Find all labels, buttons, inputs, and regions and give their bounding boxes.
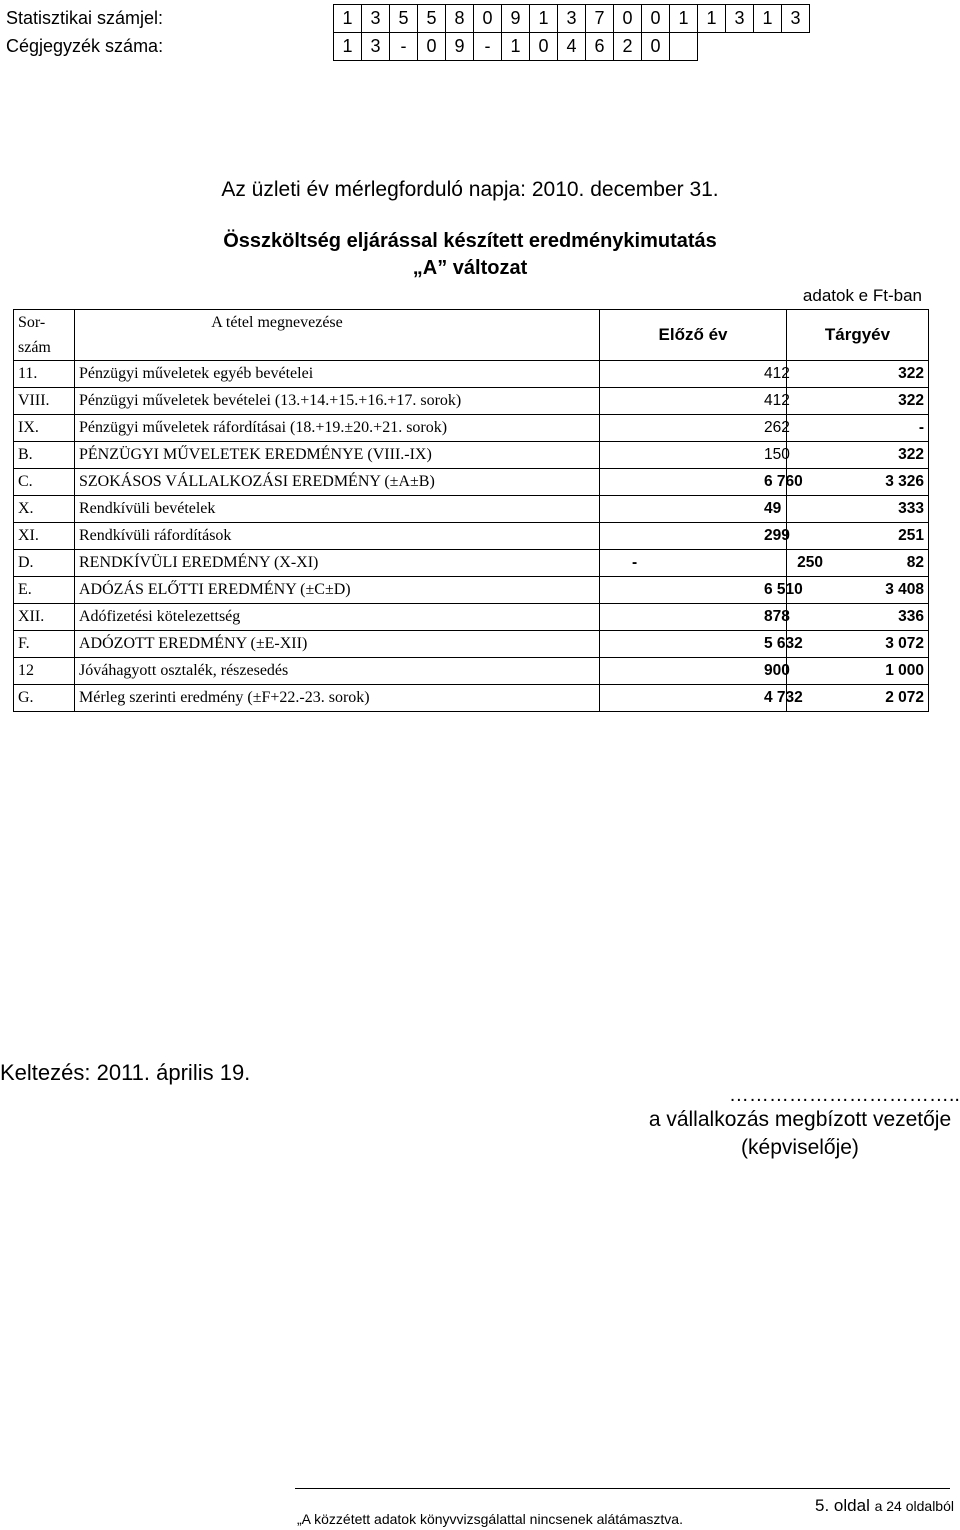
row-prev-value: 262 — [764, 419, 790, 436]
signatory-role-sub: (képviselője) — [741, 1136, 859, 1159]
stat-box: 5 — [418, 5, 446, 33]
table-row — [14, 496, 929, 523]
row-code: C. — [14, 469, 75, 496]
row-prev-year — [600, 361, 790, 388]
header-sor: Sor- — [14, 310, 75, 336]
report-title: Összköltség eljárással készített eredménykimutatás — [223, 230, 717, 252]
stat-box: 1 — [754, 5, 782, 33]
row-name: RENDKÍVÜLI EREDMÉNY (X-XI) — [75, 550, 600, 577]
row-code: X. — [14, 496, 75, 523]
stat-box: 1 — [334, 5, 362, 33]
row-current-year: 322 — [787, 388, 929, 415]
reg-box: 6 — [586, 33, 614, 61]
row-code: IX. — [14, 415, 75, 442]
row-current-year: 82 — [787, 550, 929, 577]
balance-date: Az üzleti év mérlegforduló napja: 2010. december 31. — [221, 178, 719, 201]
stat-box: 3 — [782, 5, 810, 33]
row-name: Pénzügyi műveletek ráfordításai (18.+19.±20.+21. sorok) — [75, 415, 600, 442]
row-name: ADÓZOTT EREDMÉNY (±E-XII) — [75, 631, 600, 658]
row-current-year: 251 — [787, 523, 929, 550]
row-current-year: 333 — [787, 496, 929, 523]
reg-box: - — [474, 33, 502, 61]
stat-box: 0 — [614, 5, 642, 33]
table-row — [14, 685, 929, 712]
row-current-year: 2 072 — [787, 685, 929, 712]
stat-box: 3 — [362, 5, 390, 33]
stat-box: 9 — [502, 5, 530, 33]
page-number-main: 5. oldal — [815, 1496, 870, 1515]
stat-box: 1 — [530, 5, 558, 33]
row-current-year: 336 — [787, 604, 929, 631]
row-code: VIII. — [14, 388, 75, 415]
row-code: 12 — [14, 658, 75, 685]
header-item: A tétel megnevezése — [75, 310, 600, 336]
table-row — [14, 415, 929, 442]
row-name: ADÓZÁS ELŐTTI EREDMÉNY (±C±D) — [75, 577, 600, 604]
row-prev-year — [600, 415, 790, 442]
header-szam: szám — [14, 335, 75, 361]
row-code: D. — [14, 550, 75, 577]
row-prev-value: 49 — [764, 500, 782, 517]
row-prev-value: 5 632 — [764, 635, 803, 652]
reg-number-boxes — [333, 32, 698, 61]
stat-id-boxes — [333, 4, 810, 33]
row-code: XI. — [14, 523, 75, 550]
row-name: Pénzügyi műveletek bevételei (13.+14.+15.+16.+17. sorok) — [75, 388, 600, 415]
row-name: SZOKÁSOS VÁLLALKOZÁSI EREDMÉNY (±A±B) — [75, 469, 600, 496]
header-current-year: Tárgyév — [787, 310, 929, 361]
row-code: XII. — [14, 604, 75, 631]
row-name: Rendkívüli ráfordítások — [75, 523, 600, 550]
row-prev-value: 150 — [764, 446, 790, 463]
row-sign: - — [632, 554, 638, 571]
row-current-year: 322 — [787, 361, 929, 388]
row-prev-value: 6 510 — [764, 581, 803, 598]
row-prev-value: 6 760 — [764, 473, 803, 490]
reg-box: 0 — [530, 33, 558, 61]
row-current-year: 1 000 — [787, 658, 929, 685]
row-code: G. — [14, 685, 75, 712]
reg-box: 2 — [614, 33, 642, 61]
row-prev-value: 250 — [797, 554, 824, 571]
row-current-year: 3 326 — [787, 469, 929, 496]
row-prev-value: 412 — [764, 365, 790, 382]
row-current-year: 3 408 — [787, 577, 929, 604]
row-prev-year — [600, 685, 803, 712]
signature-line: …………………………….. — [728, 1084, 960, 1106]
row-name: Pénzügyi műveletek egyéb bevételei — [75, 361, 600, 388]
row-prev-year — [600, 631, 803, 658]
reg-box: 9 — [446, 33, 474, 61]
row-prev-year — [600, 469, 803, 496]
row-current-year: - — [787, 415, 929, 442]
table-row — [14, 631, 929, 658]
table-row — [14, 577, 929, 604]
reg-box — [670, 33, 698, 61]
row-code: E. — [14, 577, 75, 604]
header-prev-year: Előző év — [600, 310, 787, 361]
reg-box: 1 — [334, 33, 362, 61]
table-row — [14, 550, 929, 577]
reg-number-label: Cégjegyzék száma: — [6, 36, 164, 56]
row-name: Adófizetési kötelezettség — [75, 604, 600, 631]
audit-note: „A közzétett adatok könyvvizsgálattal nincsenek alátámasztva. — [297, 1511, 683, 1527]
table-row — [14, 604, 929, 631]
table-row — [14, 388, 929, 415]
income-statement-table — [13, 309, 929, 712]
row-current-year: 322 — [787, 442, 929, 469]
reg-box: 4 — [558, 33, 586, 61]
row-prev-value: 412 — [764, 392, 790, 409]
page-number — [815, 1496, 954, 1516]
stat-box: 3 — [726, 5, 754, 33]
row-prev-year — [600, 604, 790, 631]
stat-box: 7 — [586, 5, 614, 33]
row-prev-year — [600, 496, 787, 523]
stat-box: 0 — [474, 5, 502, 33]
page-number-total: a 24 oldalból — [874, 1498, 954, 1514]
reg-box: - — [390, 33, 418, 61]
row-prev-value: 900 — [764, 662, 790, 679]
reg-box: 1 — [502, 33, 530, 61]
dated-line: Keltezés: 2011. április 19. — [0, 1060, 251, 1085]
row-prev-year — [600, 442, 790, 469]
table-row — [14, 442, 929, 469]
reg-box: 0 — [642, 33, 670, 61]
row-prev-year — [600, 388, 790, 415]
row-prev-value: 878 — [764, 608, 790, 625]
stat-id-label: Statisztikai számjel: — [6, 8, 164, 28]
row-prev-year — [600, 658, 790, 685]
row-prev-year — [600, 577, 803, 604]
reg-box: 3 — [362, 33, 390, 61]
row-name: Rendkívüli bevételek — [75, 496, 600, 523]
stat-box: 5 — [390, 5, 418, 33]
table-row — [14, 523, 929, 550]
stat-box: 0 — [642, 5, 670, 33]
unit-note: adatok e Ft-ban — [802, 286, 922, 305]
table-row — [14, 361, 929, 388]
stat-box: 3 — [558, 5, 586, 33]
row-prev-value: 4 732 — [764, 689, 803, 706]
row-prev-year — [600, 550, 824, 577]
row-prev-value: 299 — [764, 527, 790, 544]
stat-box: 1 — [698, 5, 726, 33]
signatory-role: a vállalkozás megbízott vezetője — [648, 1108, 952, 1131]
table-row — [14, 469, 929, 496]
table-row — [14, 658, 929, 685]
row-name: PÉNZÜGYI MŰVELETEK EREDMÉNYE (VIII.-IX) — [75, 442, 600, 469]
row-code: B. — [14, 442, 75, 469]
row-code: 11. — [14, 361, 75, 388]
stat-box: 8 — [446, 5, 474, 33]
row-code: F. — [14, 631, 75, 658]
row-name: Mérleg szerinti eredmény (±F+22.-23. sorok) — [75, 685, 600, 712]
header-item-blank — [75, 335, 600, 361]
reg-box: 0 — [418, 33, 446, 61]
footer-divider — [295, 1488, 950, 1489]
row-prev-year — [600, 523, 790, 550]
stat-box: 1 — [670, 5, 698, 33]
row-name: Jóváhagyott osztalék, részesedés — [75, 658, 600, 685]
row-current-year: 3 072 — [787, 631, 929, 658]
report-subtitle: „A” változat — [412, 257, 528, 279]
